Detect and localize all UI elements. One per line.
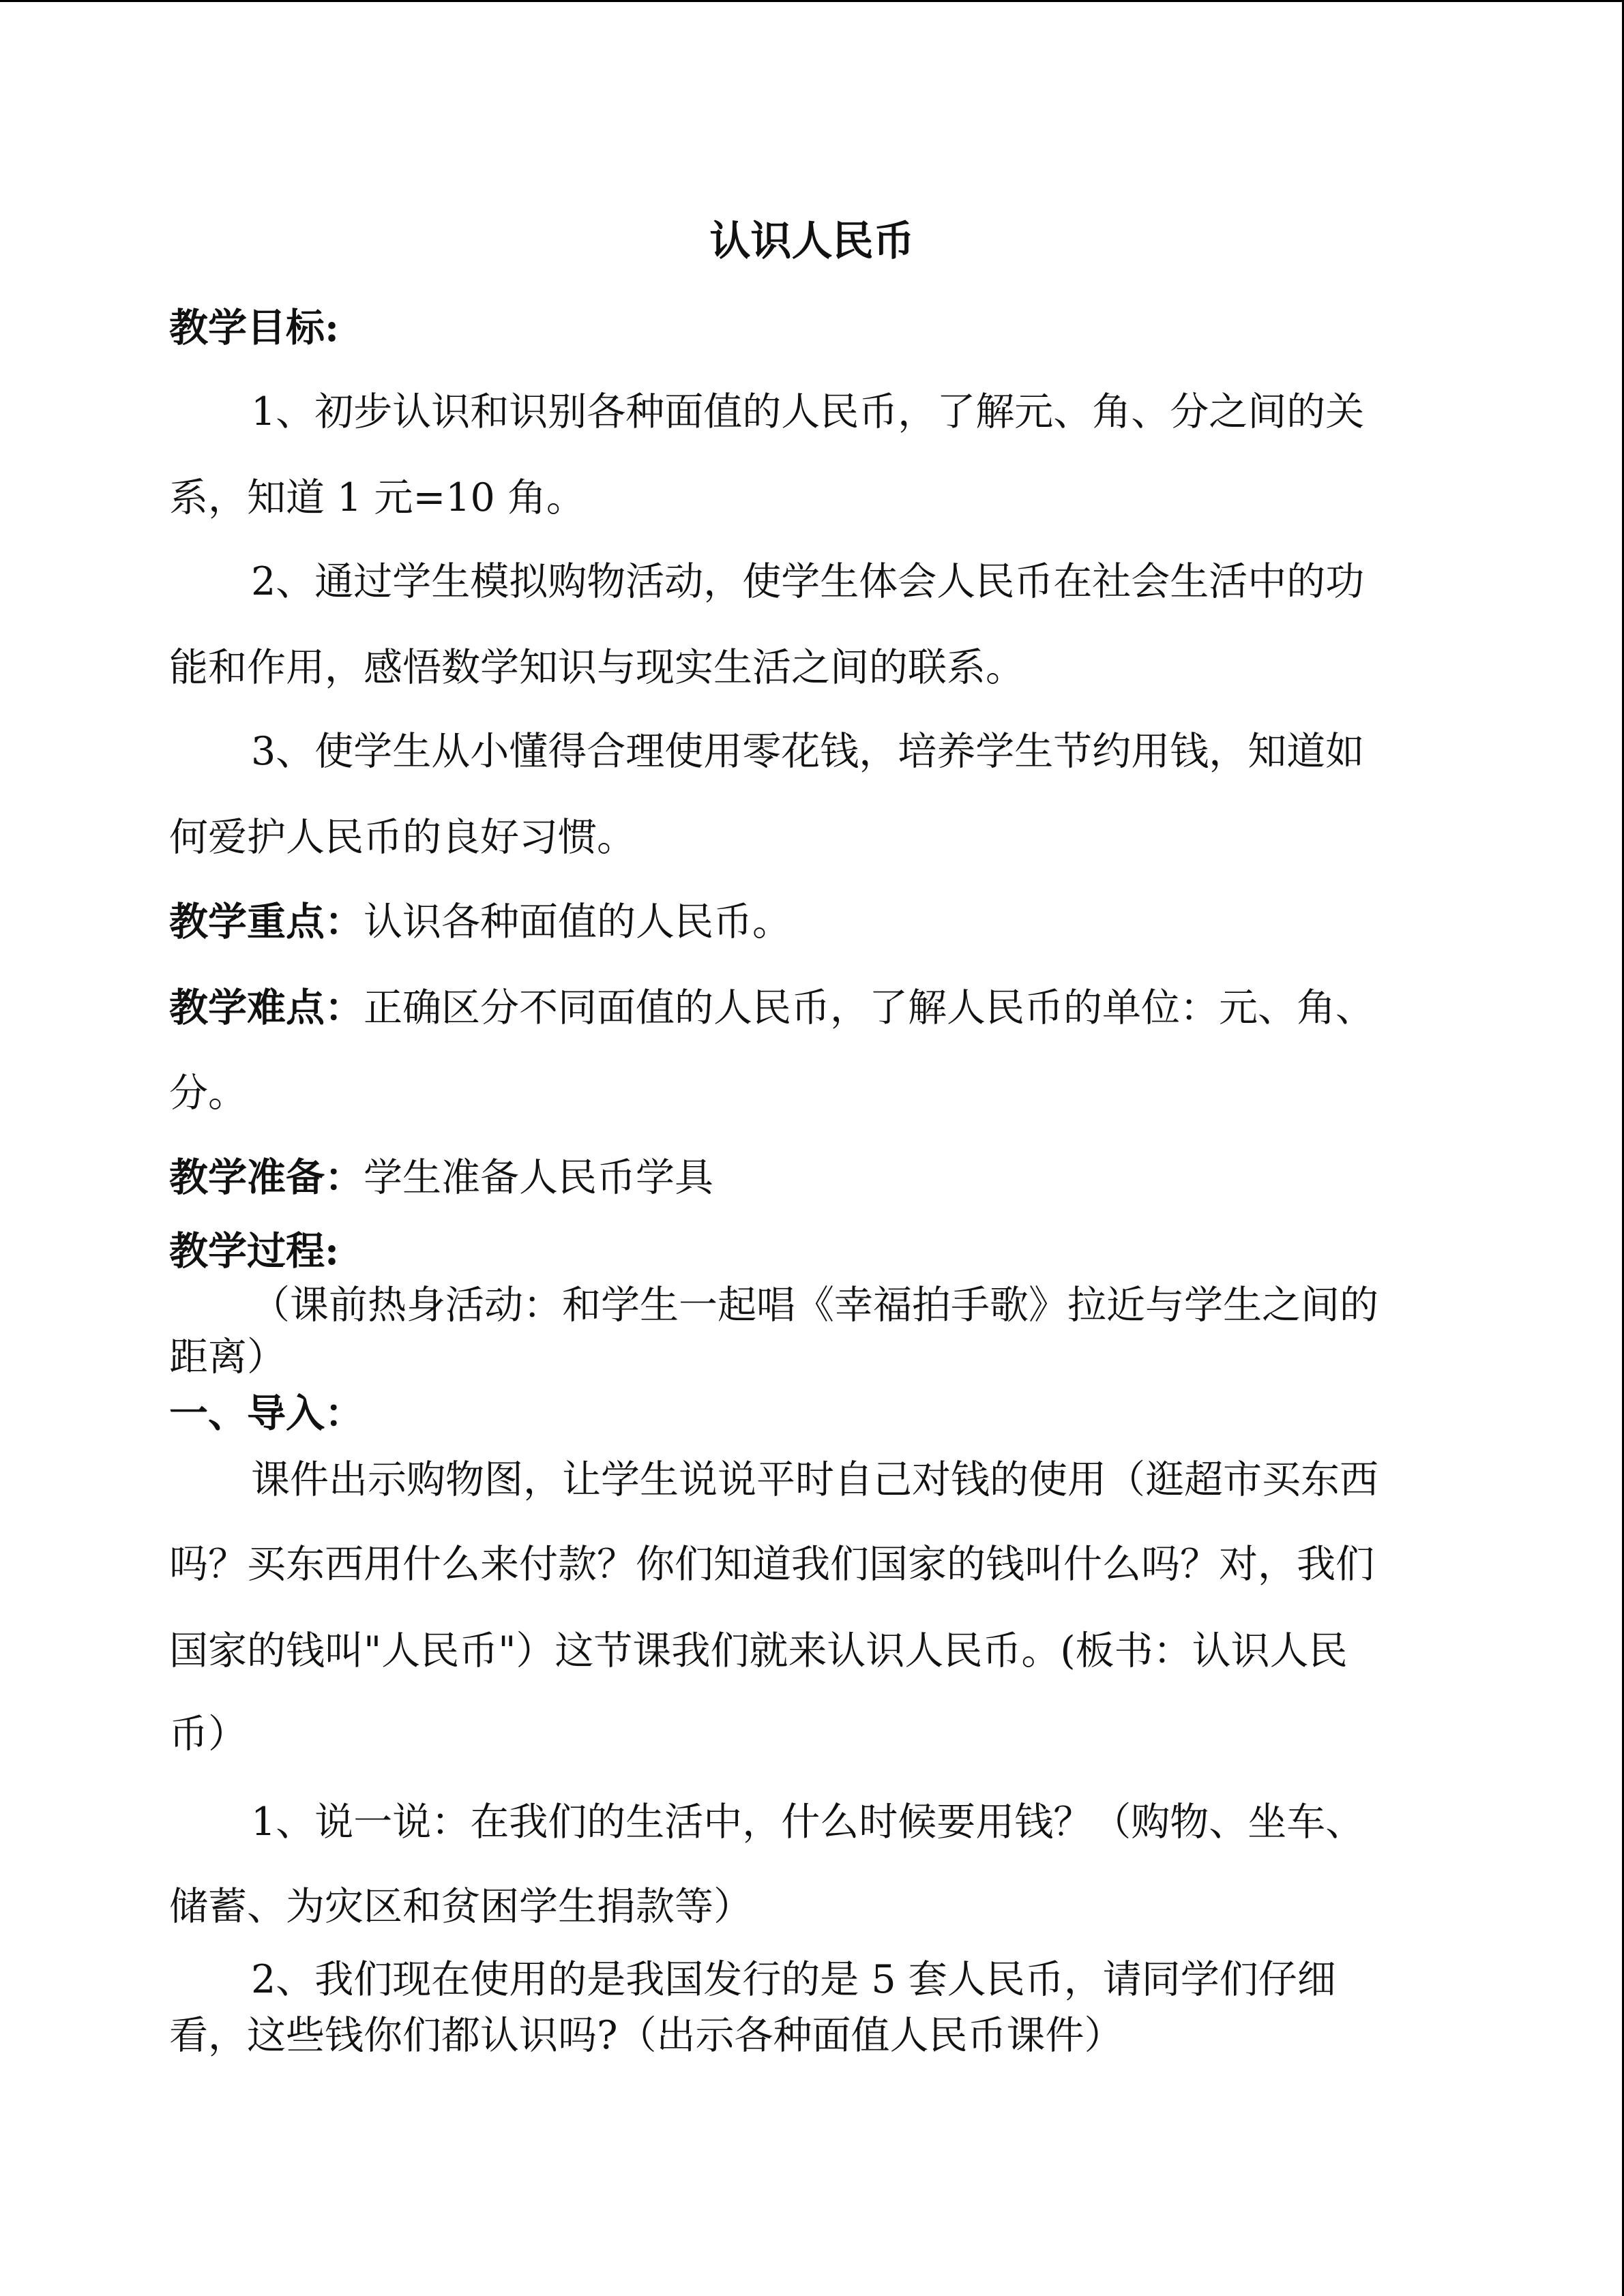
preparation	[169, 1154, 713, 1202]
intro-item-1-line-2: 储蓄、为灾区和贫困学生捐款等）	[169, 1884, 752, 1929]
intro-item-2-line-1: 2、我们现在使用的是我国发行的是 5 套人民币，请同学们仔细	[251, 1957, 1336, 2002]
objective-1-line-2: 系，知道 1 元=10 角。	[169, 475, 585, 520]
difficulty-text: 正确区分不同面值的人民币，了解人民币的单位：元、角、	[364, 985, 1374, 1030]
intro-item-2-line-2: 看，这些钱你们都认识吗?（出示各种面值人民币课件）	[169, 2013, 1123, 2058]
intro-paragraph-line-4: 币）	[169, 1712, 247, 1757]
preparation-label: 教学准备：	[169, 1154, 364, 1200]
process-heading: 教学过程:	[169, 1228, 340, 1274]
difficulty-line-1	[169, 984, 1374, 1032]
key-point-label: 教学重点：	[169, 899, 364, 944]
warmup-line-2: 距离）	[169, 1335, 286, 1380]
objective-3-line-2: 何爱护人民币的良好习惯。	[169, 815, 636, 860]
difficulty-label: 教学难点：	[169, 985, 364, 1030]
key-point	[169, 898, 791, 946]
objectives-heading: 教学目标:	[169, 305, 340, 351]
intro-paragraph-line-1: 课件出示购物图，让学生说说平时自己对钱的使用（逛超市买东西	[251, 1457, 1378, 1502]
objective-3-line-1: 3、使学生从小懂得合理使用零花钱，培养学生节约用钱，知道如	[251, 729, 1365, 774]
intro-paragraph-line-3: 国家的钱叫"人民币"）这节课我们就来认识人民币。(板书：认识人民	[169, 1628, 1348, 1673]
intro-heading: 一、导入：	[169, 1390, 364, 1436]
warmup-line-1: （课前热身活动：和学生一起唱《幸福拍手歌》拉近与学生之间的	[251, 1283, 1378, 1328]
objective-1-line-1: 1、初步认识和识别各种面值的人民币，了解元、角、分之间的关	[251, 389, 1365, 434]
intro-item-1-line-1: 1、说一说：在我们的生活中，什么时候要用钱？（购物、坐车、	[251, 1800, 1365, 1845]
key-point-text: 认识各种面值的人民币。	[364, 899, 791, 944]
document-title: 认识人民币	[709, 218, 915, 265]
objective-2-line-1: 2、通过学生模拟购物活动，使学生体会人民币在社会生活中的功	[251, 559, 1365, 604]
intro-paragraph-line-2: 吗？买东西用什么来付款？你们知道我们国家的钱叫什么吗？对，我们	[169, 1542, 1374, 1587]
objective-2-line-2: 能和作用，感悟数学知识与现实生活之间的联系。	[169, 645, 1024, 690]
difficulty-line-2: 分。	[169, 1071, 247, 1116]
preparation-text: 学生准备人民币学具	[364, 1155, 713, 1200]
